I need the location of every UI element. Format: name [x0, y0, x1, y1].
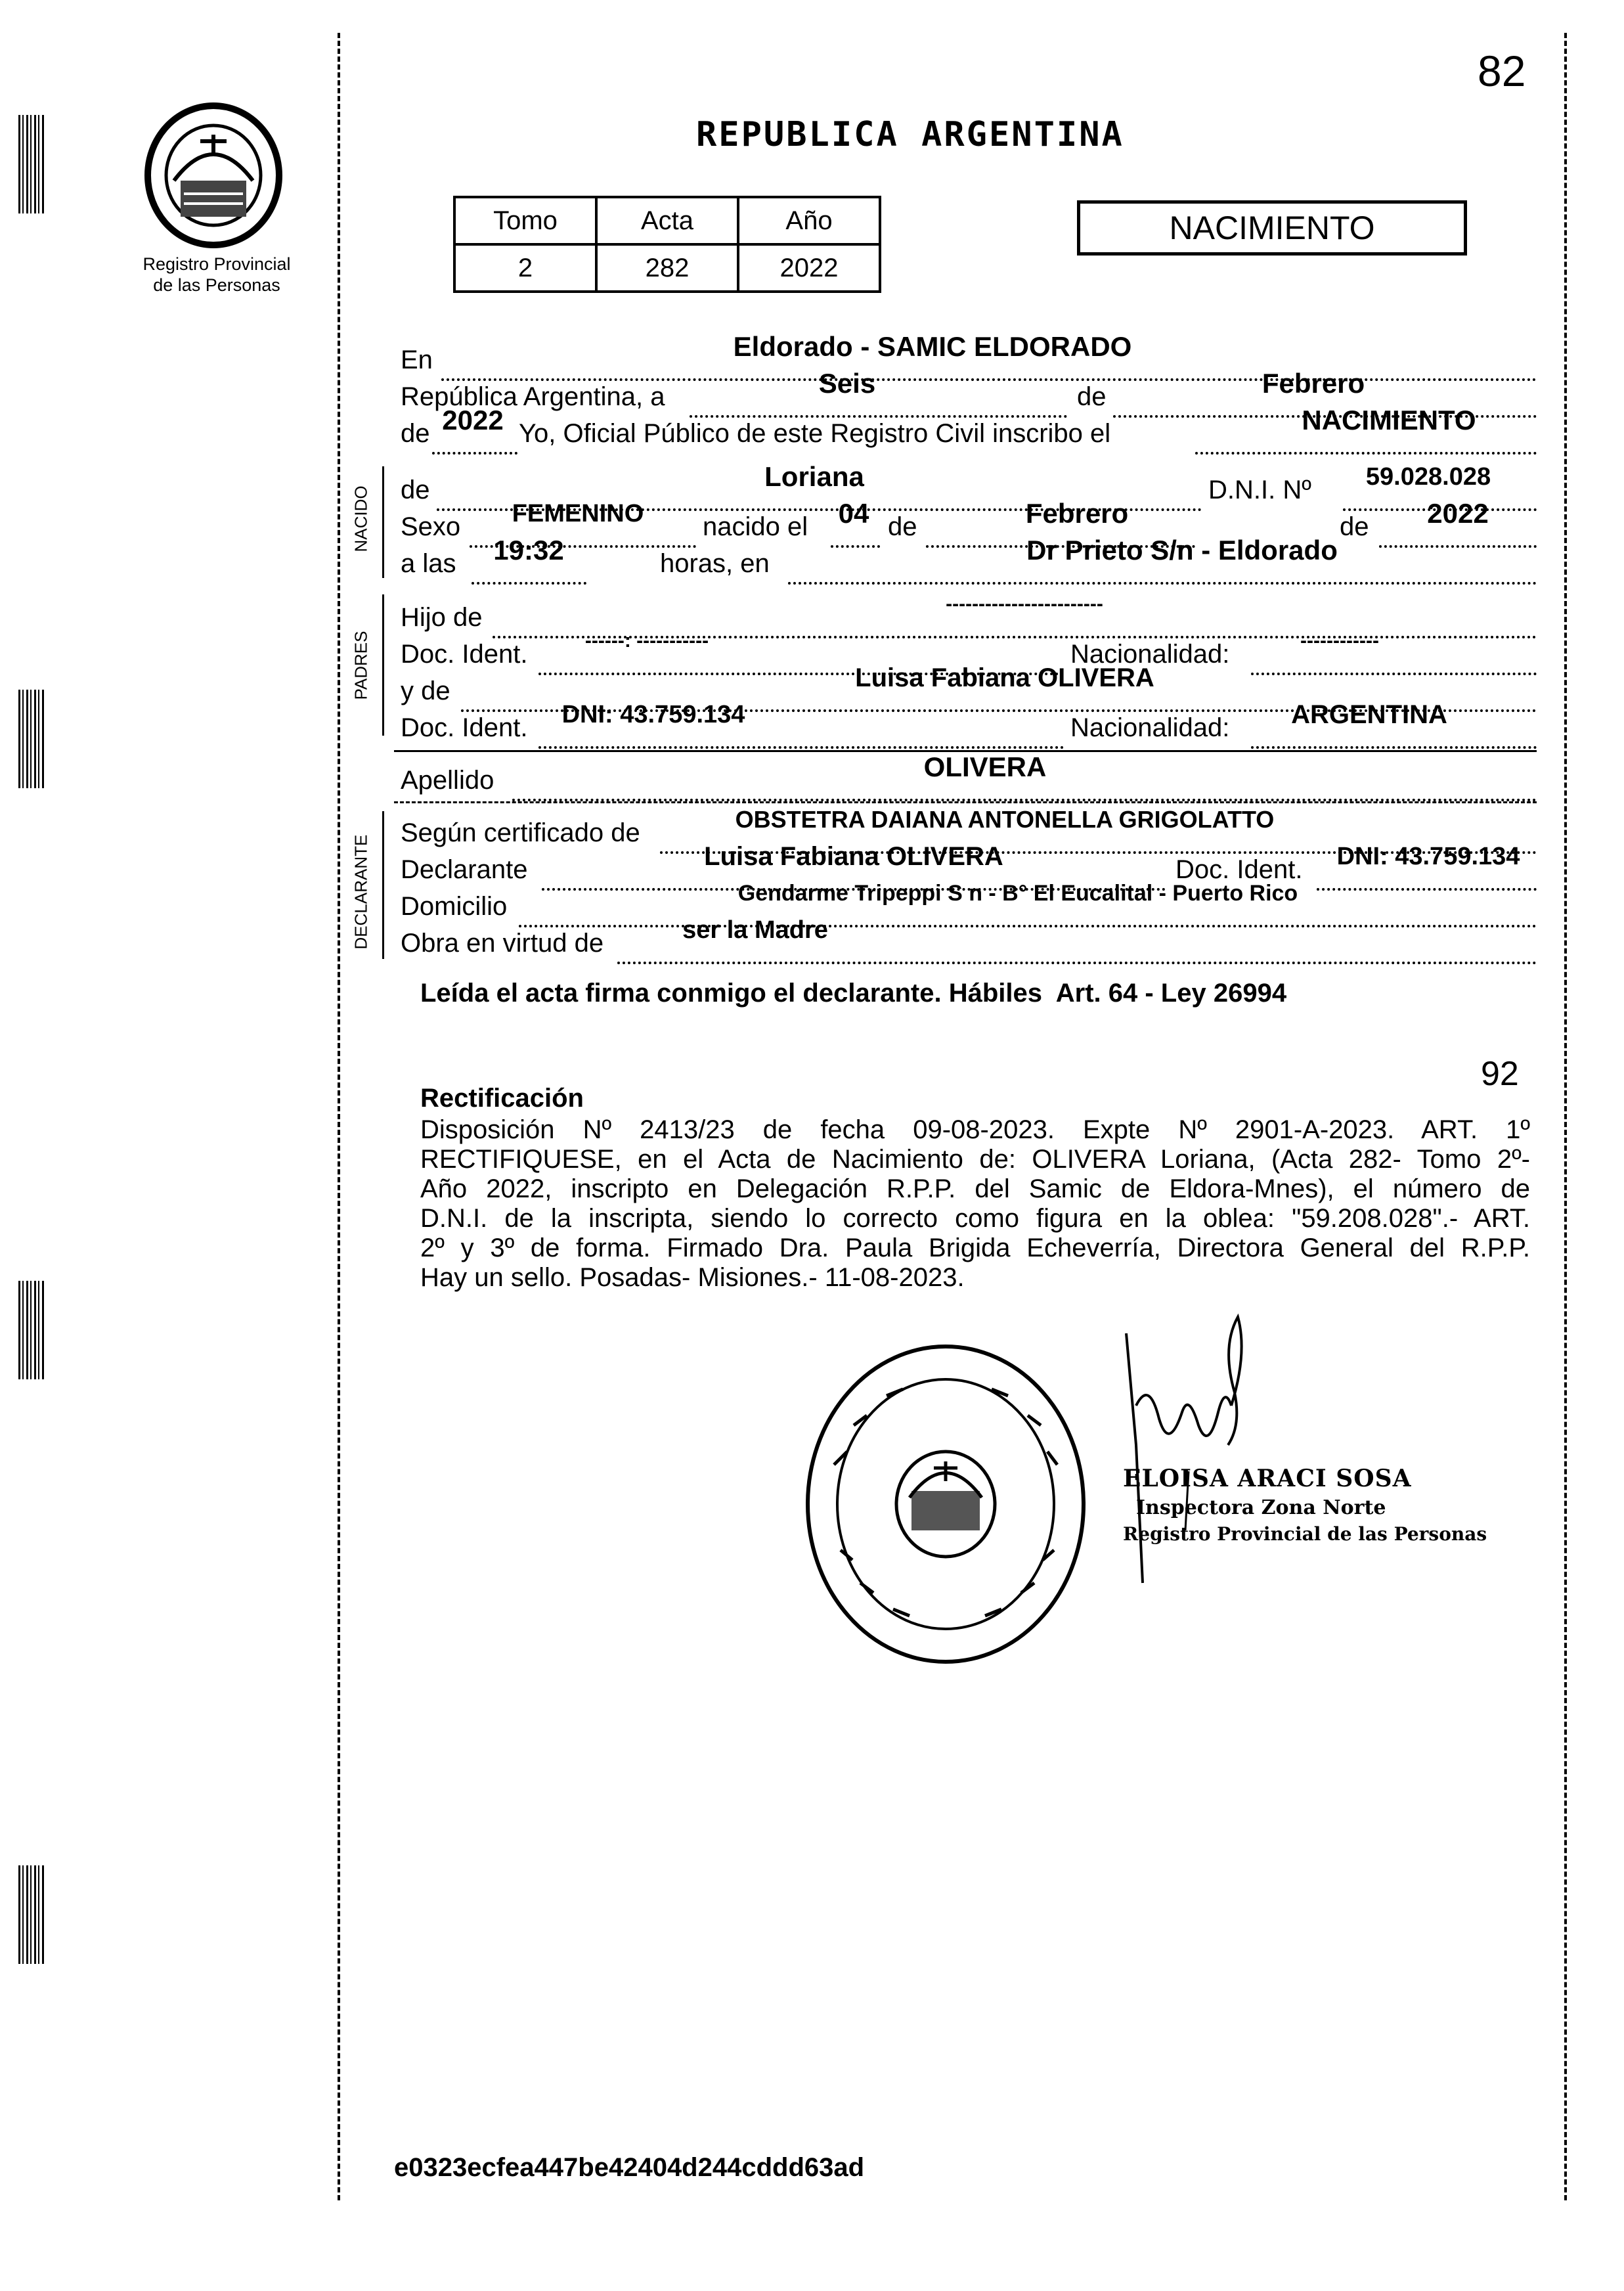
father-doc-value: ------: ----------- [584, 630, 709, 652]
nacido-bracket [382, 466, 384, 578]
year-prefix-label: de [401, 419, 430, 448]
signature-block [1123, 1465, 1487, 1545]
rectificacion-line: RECTIFIQUESE, en el Acta de Nacimiento de: OLIVERA Loriana, (Acta 282- Tomo 2º- [420, 1145, 1530, 1174]
declarante-bracket [382, 811, 384, 959]
obra-value: ser la Madre [682, 916, 828, 944]
org-logo [135, 102, 292, 253]
a-las-label: a las [401, 549, 456, 578]
acta-value: 282 [596, 244, 738, 292]
nacido-de-label: de [401, 476, 430, 504]
horas-label: horas, en [660, 549, 770, 578]
nacido-el-label: nacido el [703, 512, 808, 541]
rectificacion-number: 92 [1481, 1055, 1519, 1093]
y-de-label: y de [401, 677, 450, 705]
padres-bracket [382, 594, 384, 736]
year-value: 2022 [442, 405, 504, 435]
declarante-label: Declarante [401, 855, 528, 884]
ano-header: Año [738, 197, 880, 244]
republica-label: República Argentina, a [401, 382, 665, 411]
father-doc-label: Doc. Ident. [401, 640, 528, 669]
father-nationality-value: ------------ [1300, 630, 1379, 652]
father-name-value: ------------------------ [946, 593, 1103, 615]
declarante-name-value: Luisa Fabiana OLIVERA [704, 842, 1003, 871]
sexo-value: FEMENINO [512, 500, 644, 527]
birth-day-value: 04 [838, 498, 869, 529]
row-obra [401, 916, 1537, 962]
acta-header: Acta [596, 197, 738, 244]
en-label: En [401, 345, 433, 374]
left-margin-line [338, 33, 340, 2200]
place-value: Eldorado - SAMIC ELDORADO [733, 331, 1132, 362]
rectificacion-title: Rectificación [420, 1084, 584, 1113]
doc-type-box: NACIMIENTO [1077, 200, 1467, 256]
day-words-value: Seis [818, 368, 876, 399]
tomo-header: Tomo [454, 197, 596, 244]
row-apellido [401, 751, 1537, 799]
logo-caption-line2: de las Personas [153, 275, 280, 295]
birth-de-label: de [888, 512, 917, 541]
certificado-label: Según certificado de [401, 818, 640, 847]
closing-text: Leída el acta firma conmigo el declarante. Hábiles Art. 64 - Ley 26994 [420, 979, 1287, 1008]
domicilio-label: Domicilio [401, 892, 508, 921]
signer-office: Registro Provincial de las Personas [1123, 1523, 1487, 1545]
rectificacion-line: Disposición Nº 2413/23 de fecha 09-08-2023. Expte Nº 2901-A-2023. ART. 1º [420, 1115, 1530, 1144]
mother-name-value: Luisa Fabiana OLIVERA [855, 663, 1154, 692]
signer-title: Inspectora Zona Norte [1136, 1496, 1386, 1519]
event-value: NACIMIENTO [1302, 405, 1476, 435]
rectificacion-line: D.N.I. de la inscripta, siendo lo correcto como figura en la oblea: "59.208.028".- ART. [420, 1204, 1530, 1233]
row-hora [401, 535, 1537, 582]
official-text: Yo, Oficial Público de este Registro Civil inscribo el [519, 419, 1111, 448]
mother-nationality-value: ARGENTINA [1291, 700, 1447, 729]
birth-place-value: Dr Prieto S/n - Eldorado [1026, 535, 1338, 566]
birth-de-label-2: de [1340, 512, 1369, 541]
padres-section-label: PADRES [351, 631, 371, 700]
scan-mark-3 [18, 1281, 46, 1379]
tomo-value: 2 [454, 244, 596, 292]
month-value: Febrero [1262, 368, 1365, 399]
rectificacion-line: Hay un sello. Posadas- Misiones.- 11-08-2023. [420, 1263, 965, 1292]
nacido-section-label: NACIDO [351, 485, 371, 552]
declarante-doc-value: DNI: 43.759.134 [1336, 843, 1520, 870]
dni-label: D.N.I. Nº [1208, 476, 1311, 504]
record-table-header [454, 197, 880, 244]
right-margin-line [1564, 33, 1567, 2200]
document-hash: e0323ecfea447be42404d244cddd63ad [394, 2153, 865, 2182]
page-number: 82 [1478, 47, 1526, 95]
row-domicilio [401, 881, 1537, 925]
birth-month-value: Febrero [1025, 498, 1129, 529]
dni-value: 59.028.028 [1365, 463, 1491, 491]
record-table-values [454, 244, 880, 292]
declarante-section-label: DECLARANTE [351, 834, 371, 950]
scan-mark-4 [18, 1865, 46, 1964]
ano-value: 2022 [738, 244, 880, 292]
de-label: de [1077, 382, 1107, 411]
page-title: REPUBLICA ARGENTINA [696, 115, 1124, 154]
hijo-de-label: Hijo de [401, 603, 483, 632]
row-mother-doc [401, 700, 1537, 746]
hour-value: 19:32 [493, 535, 564, 566]
handwritten-signature [1110, 1314, 1281, 1590]
row-year [401, 405, 1537, 452]
declarante-doc-label: Doc. Ident. [1175, 855, 1303, 884]
signer-name: ELOISA ARACI SOSA [1123, 1465, 1412, 1492]
logo-caption-line1: Registro Provincial [143, 254, 291, 274]
official-stamp [795, 1333, 1097, 1675]
mother-doc-value: DNI: 43.759.134 [561, 701, 745, 728]
mother-doc-label: Doc. Ident. [401, 713, 528, 742]
father-nationality-label: Nacionalidad: [1070, 640, 1230, 669]
rectificacion-line: 2º y 3º de forma. Firmado Dra. Paula Brigida Echeverría, Directora General del R.P.P. [420, 1234, 1530, 1262]
certificado-value: OBSTETRA DAIANA ANTONELLA GRIGOLATTO [735, 806, 1275, 833]
mother-nationality-label: Nacionalidad: [1070, 713, 1230, 742]
obra-label: Obra en virtud de [401, 929, 604, 958]
scan-mark-2 [18, 690, 46, 788]
rectificacion-body [420, 1115, 1530, 1293]
record-table [453, 196, 881, 293]
birth-year-value: 2022 [1427, 498, 1489, 529]
scan-mark-1 [18, 115, 46, 213]
apellido-value: OLIVERA [923, 751, 1047, 782]
child-name-value: Loriana [764, 461, 864, 492]
logo-caption [118, 254, 315, 296]
domicilio-value: Gendarme Tripeppi S n - B° El Eucalital - Puerto Rico [737, 881, 1298, 906]
sexo-label: Sexo [401, 512, 461, 541]
rectificacion-line: Año 2022, inscripto en Delegación R.P.P. del Samic de Eldora-Mnes), el número de [420, 1174, 1530, 1203]
apellido-label: Apellido [401, 766, 494, 795]
